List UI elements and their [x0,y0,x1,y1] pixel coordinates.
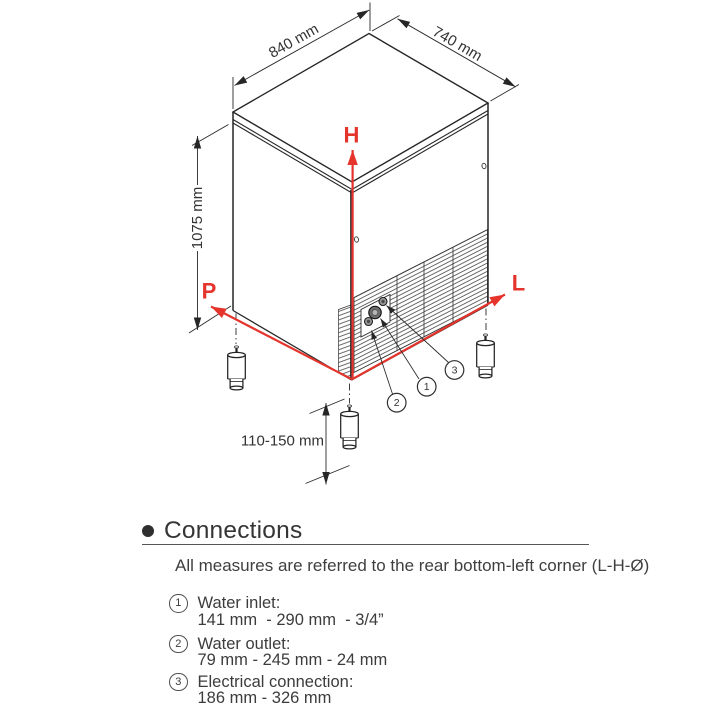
item-label: Electrical connection: [197,672,354,691]
callout-balloons [387,361,463,412]
water-inlet-fitting [369,306,381,318]
item-value: 141 mm - 290 mm - 3/4” [197,610,384,629]
item-number-badge: 2 [169,635,188,654]
foot-left [228,346,246,390]
machine-box [233,34,488,381]
connection-item-electrical [169,674,353,708]
item-value: 79 mm - 245 mm - 24 mm [197,651,388,670]
item-number-badge: 1 [169,594,188,613]
depth-dimension-label: 740 mm [429,23,485,65]
height-dimension-label: 1075 mm [189,186,206,250]
item-label: Water outlet: [197,634,291,653]
section-divider [142,544,589,545]
connections-heading [142,517,302,545]
width-dimension-label: 840 mm [266,20,322,62]
foot-right [477,334,495,378]
side-grille-strip [339,305,351,380]
water-outlet-fitting [365,318,373,326]
axis-p-label: P [201,278,217,304]
bullet-icon [142,525,154,537]
axis-h-label: H [343,122,360,148]
connection-item-water-inlet [169,595,384,629]
connection-item-water-outlet [169,636,387,670]
item-value: 186 mm - 326 mm [197,689,332,708]
electrical-fitting [379,298,387,306]
section-title: Connections [164,517,303,544]
feet-dimension-label: 110-150 mm [240,432,324,450]
item-number-badge: 3 [169,673,188,692]
axis-l-label: L [511,270,526,296]
item-label: Water inlet: [197,594,281,612]
foot-front [341,405,359,449]
callout-1-number: 1 [423,381,430,394]
section-subtitle: All measures are referred to the rear bottom-left corner (L-H-Ø) [175,556,650,575]
callout-2-number: 2 [393,397,400,410]
callout-3-number: 3 [451,364,458,377]
